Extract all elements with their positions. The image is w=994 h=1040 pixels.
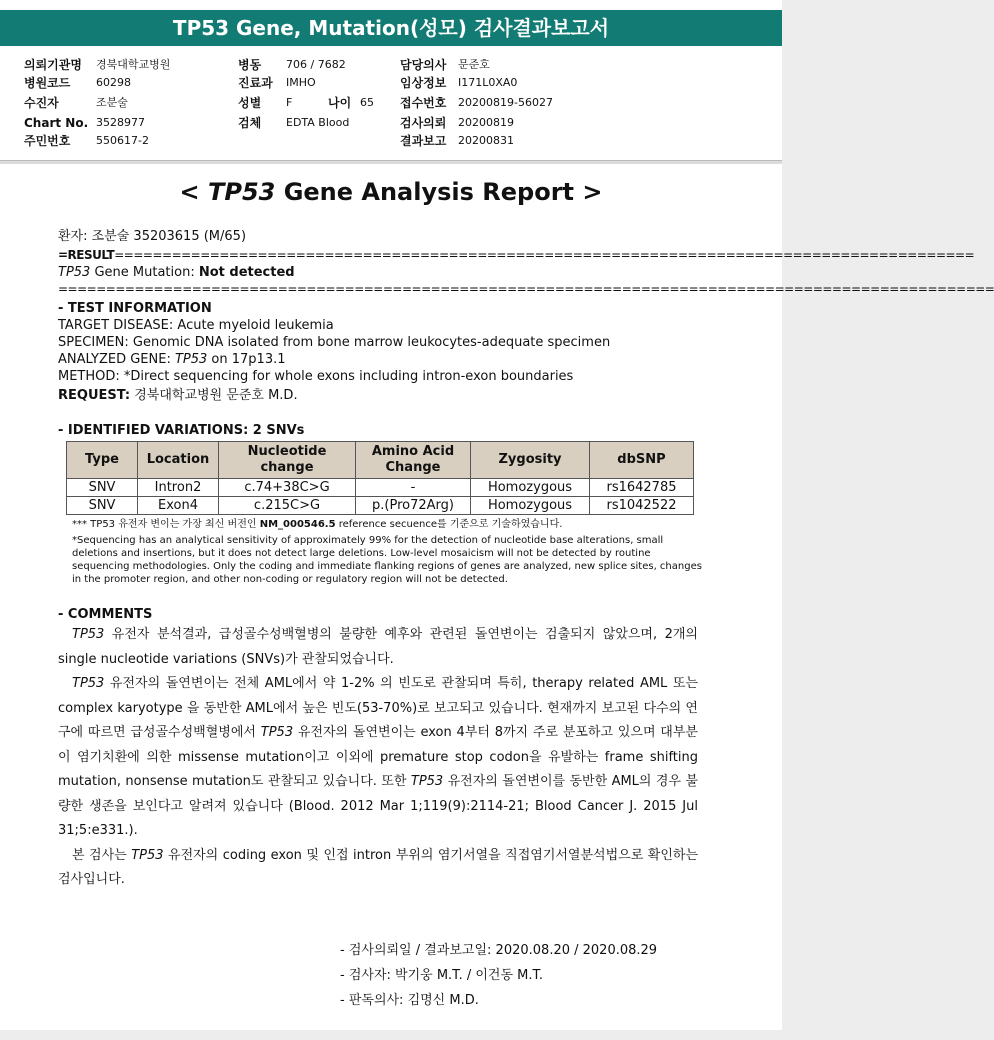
cell-zygosity: Homozygous xyxy=(471,479,590,497)
cell-zygosity: Homozygous xyxy=(471,497,590,515)
reference-note xyxy=(72,518,702,531)
result-line xyxy=(58,264,698,281)
report-title xyxy=(0,178,782,206)
cell-amino-acid: - xyxy=(356,479,471,497)
comment-gene: TP53 xyxy=(72,676,105,691)
table-row xyxy=(67,479,694,497)
result-text: Gene Mutation: xyxy=(90,265,199,280)
comment-text: 유전자의 돌연변이는 exon 4부터 8까지 주로 분포하고 있으며 대부분이 염기치환에 의한 missense mutation이고 이외에 premature stop codon을 유발하는 frame shifting mutation, nonsense mutation도 관찰되고 있습니다. 또한 xyxy=(58,725,698,789)
col-nucleotide: Nucleotide change xyxy=(219,442,356,479)
col-dbsnp: dbSNP xyxy=(590,442,694,479)
cell-nucleotide: c.215C>G xyxy=(219,497,356,515)
signoff-block xyxy=(340,938,657,1013)
accession-value: 20200819-56027 xyxy=(458,96,553,109)
header-divider xyxy=(0,160,782,164)
dept-value: IMHO xyxy=(286,76,316,89)
institution-value: 경북대학교병원 xyxy=(96,58,171,71)
comment-paragraph-3 xyxy=(58,844,698,893)
cell-amino-acid: p.(Pro72Arg) xyxy=(356,497,471,515)
comment-text: 유전자 분석결과, 급성골수성백혈병의 불량한 예후와 관련된 돌연변이는 검출되지 않았으며, 2개의 single nucleotide variations (SNVs)가 관찰되었습니다. xyxy=(58,627,698,667)
request-value: 경북대학교병원 문준호 M.D. xyxy=(130,388,298,403)
sex-label: 성별 xyxy=(238,96,262,110)
target-disease: TARGET DISEASE: Acute myeloid leukemia xyxy=(58,318,334,333)
col-type: Type xyxy=(67,442,138,479)
request-label: REQUEST: xyxy=(58,388,131,403)
patient-line: 환자: 조분술 35203615 (M/65) xyxy=(58,229,247,244)
variations-table xyxy=(66,441,694,515)
report-date-value: 20200831 xyxy=(458,134,514,147)
report-body xyxy=(58,228,994,893)
report-title-prefix: < xyxy=(179,178,208,206)
signoff-testers: - 검사자: 박기웅 M.T. / 이건동 M.T. xyxy=(340,968,544,983)
hospital-code-label: 병원코드 xyxy=(24,76,71,90)
request-date-label: 검사의뢰 xyxy=(400,116,447,130)
specimen-value: EDTA Blood xyxy=(286,116,350,129)
patient-info-block xyxy=(0,50,782,160)
specimen-label: 검체 xyxy=(238,116,262,130)
ssn-value: 550617-2 xyxy=(96,134,149,147)
doctor-value: 문준호 xyxy=(458,58,490,71)
cell-nucleotide: c.74+38C>G xyxy=(219,479,356,497)
col-location: Location xyxy=(138,442,219,479)
test-info-header: - TEST INFORMATION xyxy=(58,301,212,316)
report-title-gene: TP53 xyxy=(207,178,276,206)
sex-value: F xyxy=(286,96,293,109)
result-gene: TP53 xyxy=(58,265,91,280)
comment-gene: TP53 xyxy=(410,774,444,789)
ward-value: 706 / 7682 xyxy=(286,58,346,71)
table-header-row xyxy=(67,442,694,479)
comment-gene: TP53 xyxy=(131,847,164,863)
signoff-reader: - 판독의사: 김명신 M.D. xyxy=(340,993,479,1008)
comment-text: 유전자의 돌연변이는 전체 AML에서 약 1-2% 의 빈도로 관찰되며 특히, therapy related AML 또는 complex karyotype 을 동반한 AML에서 높은 빈도(53-70%)로 보고되고 있습니다. 현재까지 보고된 다수의 연구에 따르면 급성골수성백혈병에서 xyxy=(58,676,698,740)
comment-text: 본 검사는 xyxy=(72,847,132,863)
age-value: 65 xyxy=(360,96,374,109)
cell-dbsnp: rs1642785 xyxy=(590,479,694,497)
institution-label: 의뢰기관명 xyxy=(24,58,82,72)
comment-text: 유전자의 돌연변이를 동반한 AML의 경우 불량한 생존을 보인다고 알려져 있습니다 (Blood. 2012 Mar 1;119(9):2114-21; Blood Cancer J. 2015 Jul 31;5:e331.). xyxy=(58,774,698,838)
comment-gene: TP53 xyxy=(72,627,105,642)
result-rule: ================================================================================================== xyxy=(58,282,994,296)
analyzed-gene-name: TP53 xyxy=(174,352,208,367)
accession-label: 접수번호 xyxy=(400,96,447,110)
analyzed-gene-prefix: ANALYZED GENE: xyxy=(58,352,175,367)
cell-location: Intron2 xyxy=(138,479,219,497)
doctor-label: 담당의사 xyxy=(400,58,447,72)
comment-gene: TP53 xyxy=(260,725,294,740)
cell-dbsnp: rs1042522 xyxy=(590,497,694,515)
clinical-label: 임상정보 xyxy=(400,76,447,90)
report-title-suffix: Gene Analysis Report > xyxy=(275,178,603,206)
reference-note-c: reference secuence를 기준으로 기술하였습니다. xyxy=(335,519,563,530)
variations-header: - IDENTIFIED VARIATIONS: 2 SNVs xyxy=(58,423,305,438)
method-line: METHOD: *Direct sequencing for whole exons including intron-exon boundaries xyxy=(58,369,574,384)
signoff-dates: - 검사의뢰일 / 결과보고일: 2020.08.20 / 2020.08.29 xyxy=(340,943,658,958)
report-date-label: 결과보고 xyxy=(400,134,447,148)
hospital-code-value: 60298 xyxy=(96,76,131,89)
report-header-title: TP53 Gene, Mutation(성모) 검사결과보고서 xyxy=(0,10,782,46)
age-label: 나이 xyxy=(328,96,352,110)
reference-transcript: NM_000546.5 xyxy=(259,519,336,530)
sensitivity-note: *Sequencing has an analytical sensitivity of approximately 99% for the detection of nucleotide base alterations, small deletions and insertions, but it does not detect large deletions. Low-level mosaicism will not be detected by routine sequencing methodologies. Only the coding and immediate flanking regions of genes are analyzed, new splice sites, changes in the promoter region, and other non-coding or regulatory region will not be detected. xyxy=(72,535,702,585)
result-header-label: =RESULT xyxy=(58,248,115,262)
chart-label: Chart No. xyxy=(24,116,89,130)
clinical-value: I171L0XA0 xyxy=(458,76,518,89)
comment-paragraph-1 xyxy=(58,623,698,672)
cell-type: SNV xyxy=(67,479,138,497)
ward-label: 병동 xyxy=(238,58,262,72)
comment-text: 유전자의 coding exon 및 인접 intron 부위의 염기서열을 직접염기서열분석법으로 확인하는 검사입니다. xyxy=(58,847,698,887)
reference-note-a: *** TP53 유전자 변이는 가장 최신 버전인 xyxy=(72,519,260,530)
comments-header: - COMMENTS xyxy=(58,607,153,622)
result-header-rule: ========================================================================================== xyxy=(114,248,975,262)
patient-value: 조분술 xyxy=(96,96,128,109)
analyzed-gene-suffix: on 17p13.1 xyxy=(207,352,286,367)
patient-label: 수진자 xyxy=(24,96,59,110)
cell-type: SNV xyxy=(67,497,138,515)
cell-location: Exon4 xyxy=(138,497,219,515)
comments-block xyxy=(58,623,698,893)
comment-paragraph-2 xyxy=(58,672,698,844)
request-line xyxy=(58,387,698,404)
col-amino-acid: Amino Acid Change xyxy=(356,442,471,479)
request-date-value: 20200819 xyxy=(458,116,514,129)
specimen-line: SPECIMEN: Genomic DNA isolated from bone marrow leukocytes-adequate specimen xyxy=(58,335,611,350)
result-header xyxy=(58,247,975,264)
result-value: Not detected xyxy=(198,265,295,280)
dept-label: 진료과 xyxy=(238,76,273,90)
table-row xyxy=(67,497,694,515)
analyzed-gene xyxy=(58,351,698,368)
col-zygosity: Zygosity xyxy=(471,442,590,479)
chart-value: 3528977 xyxy=(96,116,145,129)
ssn-label: 주민번호 xyxy=(24,134,71,148)
